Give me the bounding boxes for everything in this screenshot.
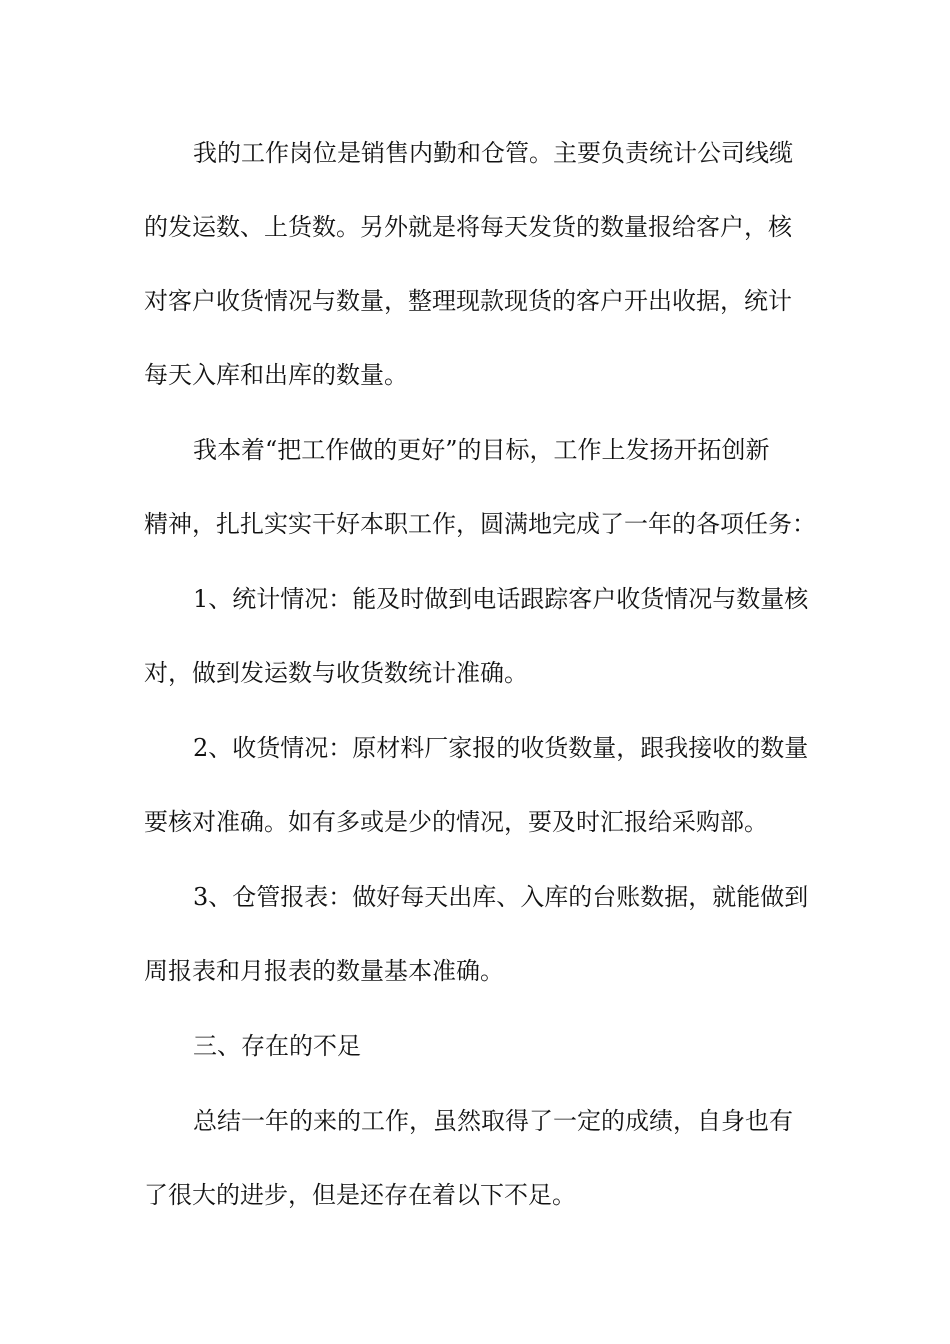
- list-item-3-line-2: 周报表和月报表的数量基本准确。: [144, 957, 504, 985]
- list-item-3-line-1: 3、仓管报表：做好每天出库、入库的台账数据，就能做到: [193, 883, 809, 911]
- paragraph-2-line-1: 我本着“把工作做的更好”的目标，工作上发扬开拓创新: [193, 436, 770, 464]
- section-heading: 三、存在的不足: [193, 1032, 361, 1060]
- paragraph-1-line-1: 我的工作岗位是销售内勤和仓管。主要负责统计公司线缆: [193, 139, 793, 167]
- paragraph-2-line-2: 精神，扎扎实实干好本职工作，圆满地完成了一年的各项任务：: [144, 510, 816, 538]
- list-item-2-line-2: 要核对准确。如有多或是少的情况，要及时汇报给采购部。: [144, 808, 768, 836]
- list-item-1-line-2: 对，做到发运数与收货数统计准确。: [144, 659, 528, 687]
- paragraph-1-line-2: 的发运数、上货数。另外就是将每天发货的数量报给客户，核: [144, 213, 792, 241]
- list-item-1-line-1: 1、统计情况：能及时做到电话跟踪客户收货情况与数量核: [193, 585, 809, 613]
- paragraph-1-line-3: 对客户收货情况与数量，整理现款现货的客户开出收据，统计: [144, 287, 792, 315]
- paragraph-3-line-1: 总结一年的来的工作，虽然取得了一定的成绩，自身也有: [193, 1107, 793, 1135]
- paragraph-1-line-4: 每天入库和出库的数量。: [144, 361, 408, 389]
- list-item-2-line-1: 2、收货情况：原材料厂家报的收货数量，跟我接收的数量: [193, 734, 809, 762]
- paragraph-3-line-2: 了很大的进步，但是还存在着以下不足。: [144, 1181, 576, 1209]
